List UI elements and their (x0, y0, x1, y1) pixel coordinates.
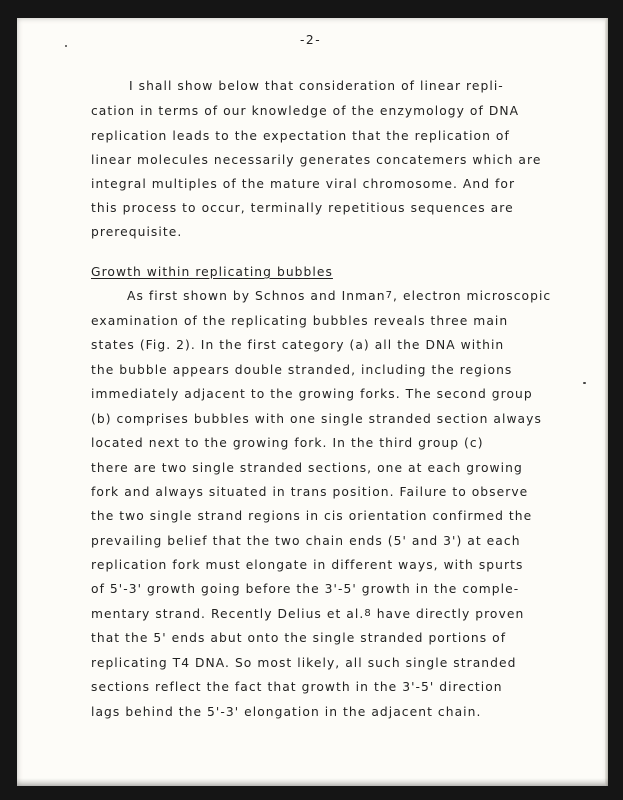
paragraph2-line: examination of the replicating bubbles reveals three main (91, 314, 509, 328)
paragraph2-line: replicating T4 DNA. So most likely, all such single stranded (91, 656, 517, 670)
paragraph2-line: sections reflect the fact that growth in the 3'-5' direction (91, 680, 503, 694)
paragraph1-line: I shall show below that consideration of linear repli- (129, 79, 504, 93)
paragraph1-line: this process to occur, terminally repetitious sequences are (91, 201, 514, 215)
paragraph2-line: fork and always situated in trans position. Failure to observe (91, 485, 529, 499)
page-edge-shadow (605, 18, 608, 786)
page-bottom-shadow (17, 778, 608, 786)
paragraph2-line: there are two single stranded sections, one at each growing (91, 461, 523, 475)
reference-superscript: 8 (364, 608, 372, 619)
scan-speck (583, 382, 586, 384)
paragraph2-line: prevailing belief that the two chain ends (5' and 3') at each (91, 534, 521, 548)
paragraph2-line: lags behind the 5'-3' elongation in the adjacent chain. (91, 705, 482, 719)
paragraph2-line-text: As first shown by Schnos and Inman (127, 289, 386, 303)
paragraph2-line: that the 5' ends abut onto the single stranded portions of (91, 631, 507, 645)
paragraph2-line: replication fork must elongate in different ways, with spurts (91, 558, 524, 572)
paragraph1-line: replication leads to the expectation that the replication of (91, 129, 510, 143)
paragraph2-line: (b) comprises bubbles with one single stranded section always (91, 412, 542, 426)
paragraph2-line-text: , electron microscopic (393, 289, 552, 303)
reference-superscript: 7 (385, 290, 394, 301)
paragraph1-line: cation in terms of our knowledge of the enzymology of DNA (91, 104, 520, 118)
document-page (17, 18, 608, 786)
paragraph2-line-text: have directly proven (371, 607, 525, 621)
paragraph2-line: located next to the growing fork. In the third group (c) (91, 436, 484, 450)
paragraph1-line: prerequisite. (91, 225, 183, 239)
paragraph2-line-text: mentary strand. Recently Delius et al. (91, 607, 365, 621)
paragraph2-line: immediately adjacent to the growing forks. The second group (91, 387, 533, 401)
paragraph2-line (91, 606, 524, 624)
section-heading: Growth within replicating bubbles (91, 265, 333, 279)
paragraph1-line: linear molecules necessarily generates concatemers which are (91, 153, 542, 167)
paragraph1-line: integral multiples of the mature viral chromosome. And for (91, 177, 516, 191)
paragraph2-line: states (Fig. 2). In the first category (a) all the DNA within (91, 338, 505, 352)
scan-speck (65, 45, 67, 47)
paragraph2-line (127, 288, 551, 306)
paragraph2-line: the two single strand regions in cis orientation confirmed the (91, 509, 533, 523)
page-number: -2- (300, 33, 322, 47)
paragraph2-line: the bubble appears double stranded, including the regions (91, 363, 513, 377)
paragraph2-line: of 5'-3' growth going before the 3'-5' growth in the comple- (91, 582, 520, 596)
